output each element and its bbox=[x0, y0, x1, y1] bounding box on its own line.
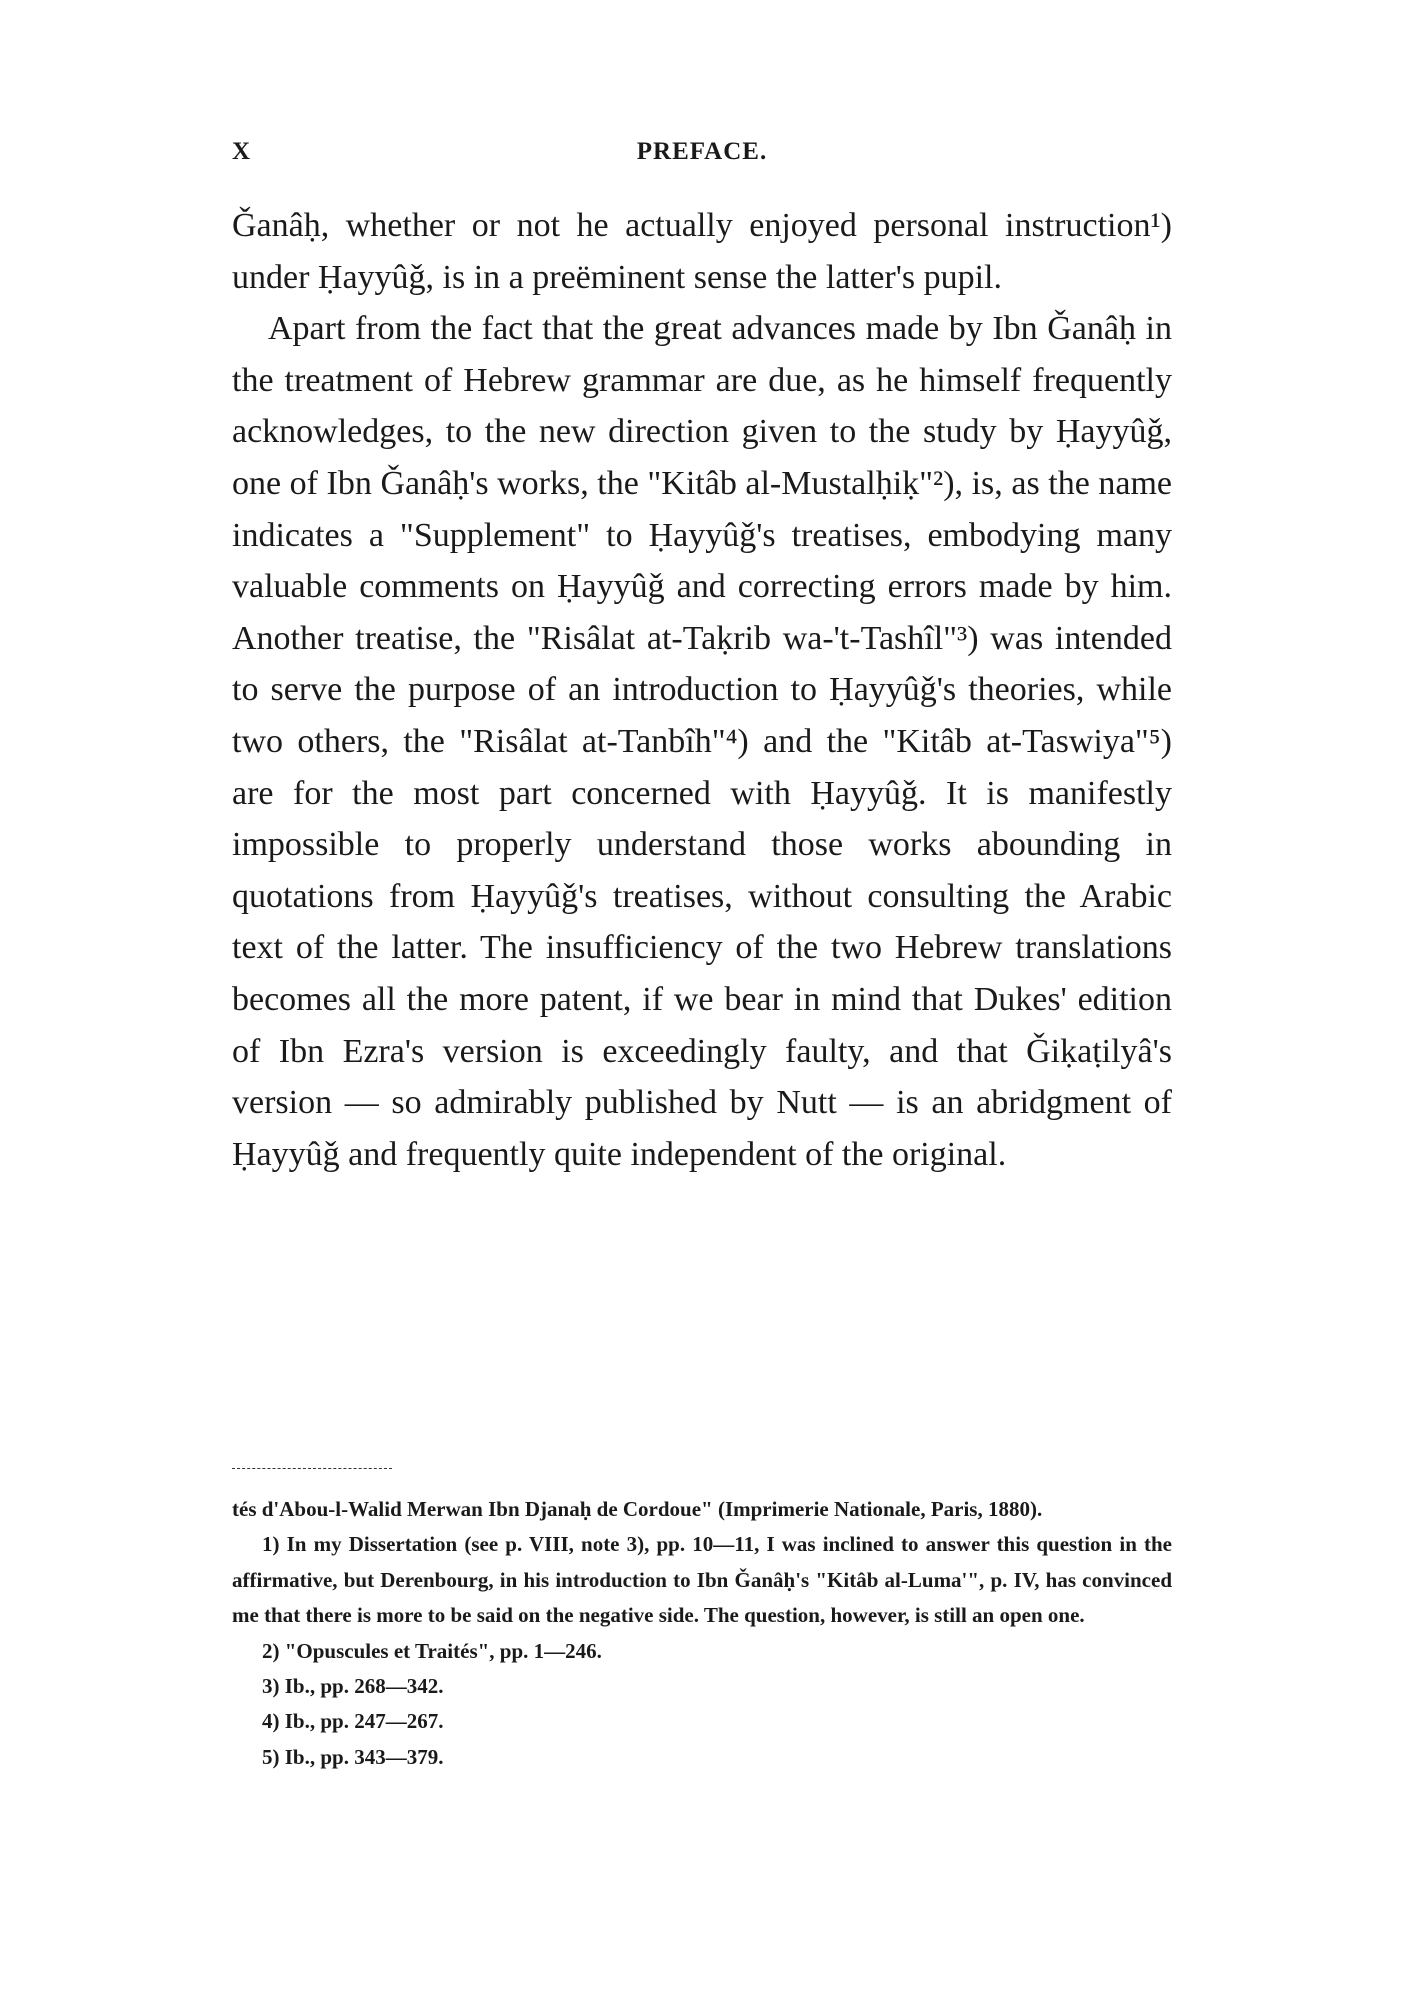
running-head bbox=[232, 138, 1172, 172]
main-text bbox=[232, 200, 1172, 1180]
footnote-separator bbox=[232, 1468, 392, 1469]
running-title: PREFACE. bbox=[636, 138, 768, 165]
paragraph-continuation: Ǧanâḥ, whether or not he actually enjoyed personal instruction¹) under Ḥayyûǧ, is in a preëminent sense the latter's pupil. bbox=[232, 207, 1172, 296]
footnote-4: 4) Ib., pp. 247—267. bbox=[262, 1709, 444, 1734]
footnote-continuation: tés d'Abou-l-Walid Merwan Ibn Djanaḥ de Cordoue" (Imprimerie Nationale, Paris, 1880). bbox=[232, 1497, 1043, 1521]
footnote-2: 2) "Opuscules et Traités", pp. 1—246. bbox=[262, 1638, 602, 1663]
footnotes bbox=[232, 1492, 1172, 1775]
footnote-5: 5) Ib., pp. 343—379. bbox=[262, 1744, 444, 1769]
page-number: X bbox=[232, 138, 252, 165]
footnote-1: 1) In my Dissertation (see p. VIII, note 3), pp. 10—11, I was inclined to answer this question in the affirmative, but Derenbourg, in his introduction to Ibn Ǧanâḥ's "Kitâb al-Luma'", p. IV, has convinced me that there is more to be said on the negative side. The question, however, is still an open one. bbox=[232, 1532, 1172, 1628]
paragraph-apart-from: Apart from the fact that the great advances made by Ibn Ǧanâḥ in the treatment of Hebrew grammar are due, as he himself frequently acknowledges, to the new direction given to the study by Ḥayyûǧ, one of Ibn Ǧanâḥ's works, the "Kitâb al-Mustalḥiḳ"²), is, as the name indicates a "Supplement" to Ḥayyûǧ's treatises, embodying many valuable comments on Ḥayyûǧ and correcting errors made by him. Another treatise, the "Risâlat at-Taḳrib wa-'t-Tashîl"³) was intended to serve the purpose of an introduction to Ḥayyûǧ's theories, while two others, the "Risâlat at-Tanbîh"⁴) and the "Kitâb at-Taswiya"⁵) are for the most part concerned with Ḥayyûǧ. It is manifestly impossible to properly understand those works abounding in quotations from Ḥayyûǧ's treatises, without consulting the Arabic text of the latter. The insufficiency of the two Hebrew translations becomes all the more patent, if we bear in mind that Dukes' edition of Ibn Ezra's version is exceedingly faulty, and that Ǧiḳaṭilyâ's version — so admirably published by Nutt — is an abridgment of Ḥayyûǧ and frequently quite independent of the original. bbox=[232, 310, 1172, 1173]
footnote-3: 3) Ib., pp. 268—342. bbox=[262, 1674, 444, 1699]
